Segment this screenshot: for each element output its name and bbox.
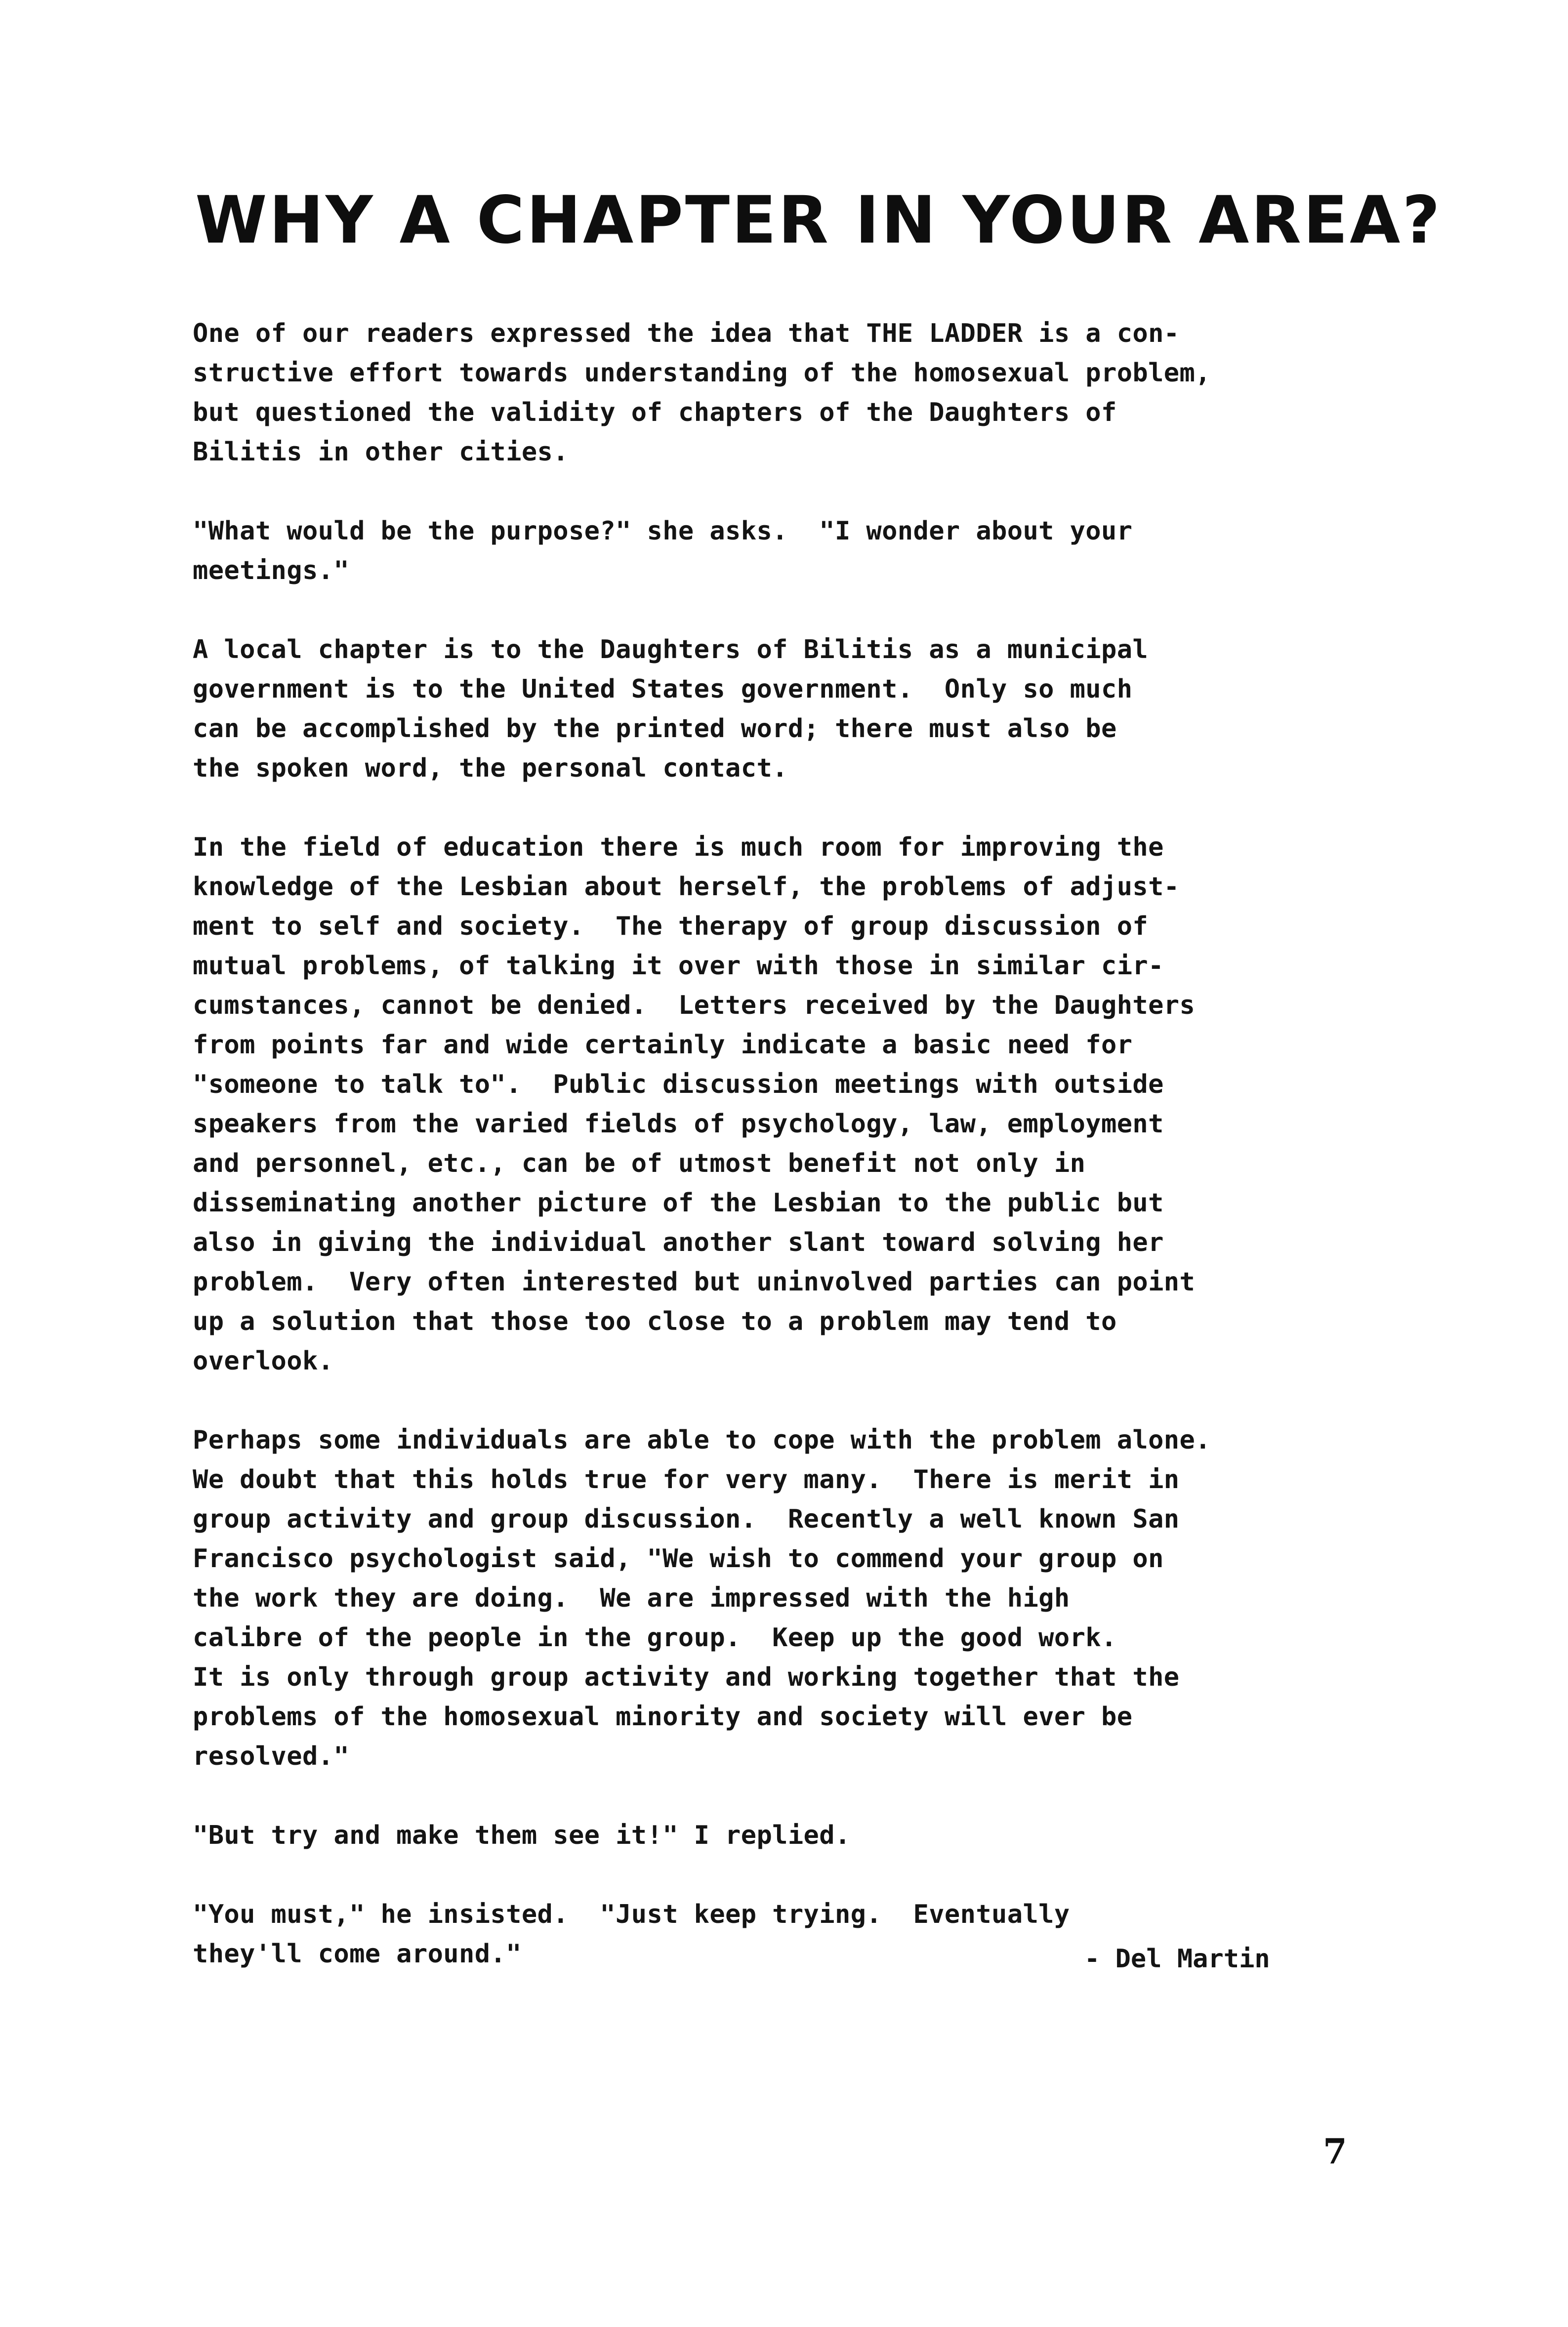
text-line: can be accomplished by the printed word; there must also be xyxy=(193,714,1117,744)
text-line: and personnel, etc., can be of utmost benefit not only in xyxy=(193,1149,1086,1178)
text-line: the work they are doing. We are impressed with the high xyxy=(193,1583,1070,1613)
text-line: We doubt that this holds true for very many. There is merit in xyxy=(193,1465,1180,1495)
text-line: the spoken word, the personal contact. xyxy=(193,753,788,783)
paragraph-reply xyxy=(193,1816,1438,1855)
text-line: knowledge of the Lesbian about herself, the problems of adjust- xyxy=(193,872,1180,902)
text-line: problem. Very often interested but uninvolved parties can point xyxy=(193,1267,1196,1297)
text-line: "someone to talk to". Public discussion meetings with outside xyxy=(193,1070,1164,1099)
text-line: group activity and group discussion. Recently a well known San xyxy=(193,1504,1180,1534)
paragraph-readers-letter xyxy=(193,314,1438,472)
text-line: cumstances, cannot be denied. Letters received by the Daughters xyxy=(193,991,1196,1020)
text-line: overlook. xyxy=(193,1346,334,1376)
page-number: 7 xyxy=(1323,2131,1347,2172)
paragraph-question xyxy=(193,511,1438,590)
article-body xyxy=(193,314,1438,2013)
text-line: disseminating another picture of the Lesbian to the public but xyxy=(193,1188,1164,1218)
text-line: also in giving the individual another slant toward solving her xyxy=(193,1228,1164,1257)
text-line: but questioned the validity of chapters of the Daughters of xyxy=(193,398,1117,427)
text-line: Perhaps some individuals are able to cope with the problem alone. xyxy=(193,1425,1211,1455)
text-line: Bilitis in other cities. xyxy=(193,437,569,467)
paragraph-education xyxy=(193,828,1438,1381)
text-line: In the field of education there is much room for improving the xyxy=(193,832,1164,862)
text-line: resolved." xyxy=(193,1742,350,1771)
text-line: It is only through group activity and working together that the xyxy=(193,1662,1180,1692)
text-line: problems of the homosexual minority and society will ever be xyxy=(193,1702,1133,1732)
text-line: "What would be the purpose?" she asks. "I wonder about your xyxy=(193,516,1133,546)
text-line: ment to self and society. The therapy of group discussion of xyxy=(193,912,1149,941)
paragraph-group-activity xyxy=(193,1420,1438,1776)
text-line: from points far and wide certainly indicate a basic need for xyxy=(193,1030,1133,1060)
author-signature: - Del Martin xyxy=(1084,1944,1270,1974)
text-line: mutual problems, of talking it over with those in similar cir- xyxy=(193,951,1164,981)
headline: WHY A CHAPTER IN YOUR AREA? xyxy=(195,182,1442,258)
text-line: they'll come around." xyxy=(193,1939,522,1969)
text-line: speakers from the varied fields of psychology, law, employment xyxy=(193,1109,1164,1139)
text-line: "You must," he insisted. "Just keep trying. Eventually xyxy=(193,1900,1070,1929)
text-line: A local chapter is to the Daughters of Bilitis as a municipal xyxy=(193,635,1149,665)
text-line: structive effort towards understanding of the homosexual problem, xyxy=(193,358,1211,388)
paragraph-local-chapter xyxy=(193,630,1438,788)
text-line: meetings." xyxy=(193,556,350,585)
text-line: up a solution that those too close to a problem may tend to xyxy=(193,1307,1117,1336)
text-line: calibre of the people in the group. Keep up the good work. xyxy=(193,1623,1117,1653)
text-line: One of our readers expressed the idea that THE LADDER is a con- xyxy=(193,319,1180,348)
text-line: "But try and make them see it!" I replied. xyxy=(193,1821,851,1850)
text-line: Francisco psychologist said, "We wish to commend your group on xyxy=(193,1544,1164,1574)
text-line: government is to the United States government. Only so much xyxy=(193,674,1133,704)
